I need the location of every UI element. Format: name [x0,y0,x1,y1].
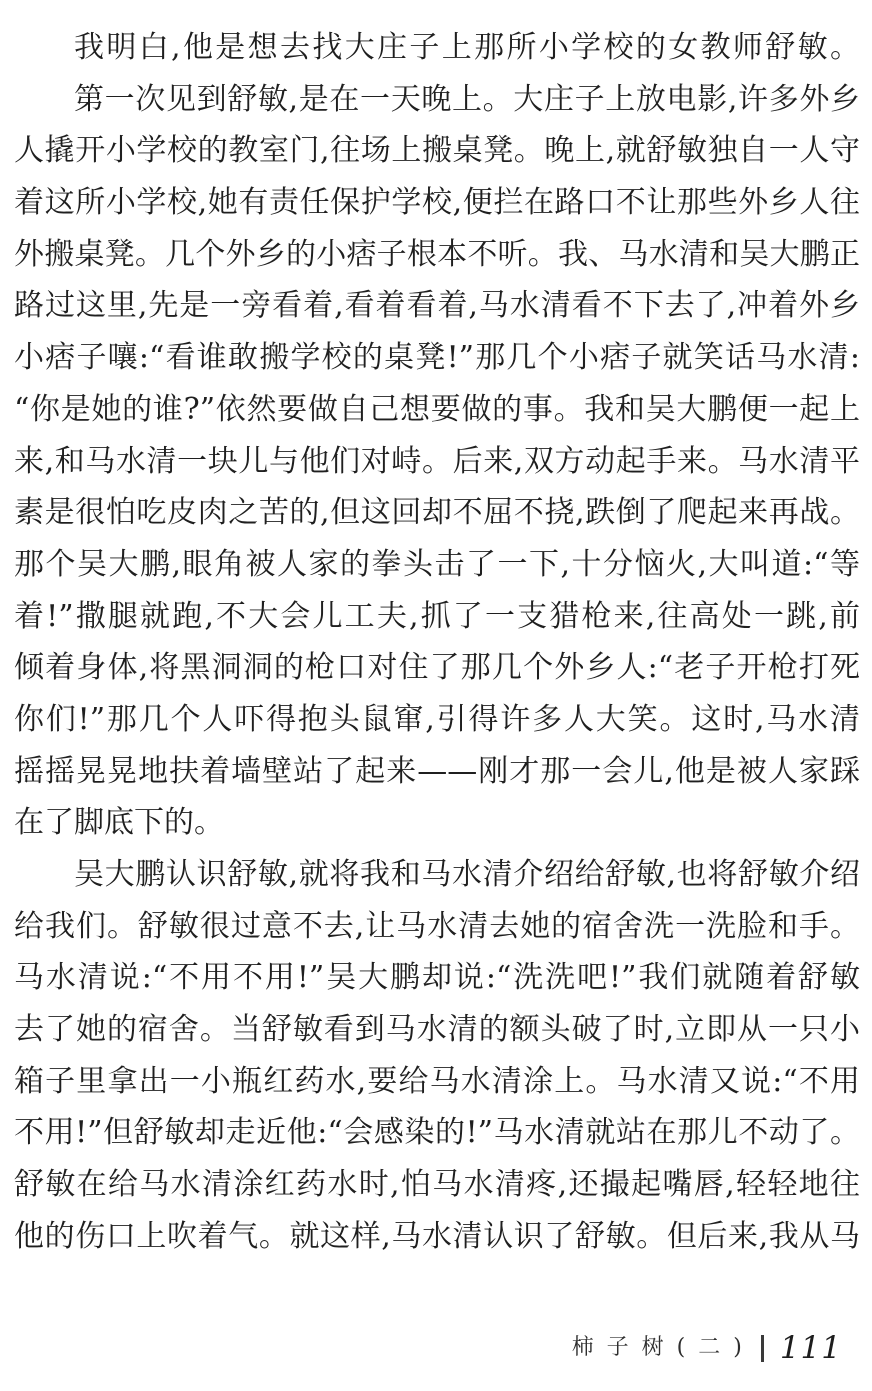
text-line: 吴大鹏认识舒敏,就将我和马水清介绍给舒敏,也将舒敏介绍 [74,857,860,892]
text-line: 着!”撒腿就跑,不大会儿工夫,抓了一支猎枪来,往高处一跳,前 [14,598,860,634]
text-line: 第一次见到舒敏,是在一天晚上。大庄子上放电影,许多外乡 [74,81,860,117]
text-line: 摇摇晃晃地扶着墙壁站了起来——刚才那一会儿,他是被人家踩 [14,753,860,789]
text-line: 我明白,他是想去找大庄子上那所小学校的女教师舒敏。 [74,30,860,65]
text-line: 人撬开小学校的教室门,往场上搬桌凳。晚上,就舒敏独自一人守 [14,133,860,169]
text-line: 箱子里拿出一小瓶红药水,要给马水清涂上。马水清又说:“不用 [14,1063,860,1099]
text-line: 倾着身体,将黑洞洞的枪口对住了那几个外乡人:“老子开枪打死 [14,650,860,686]
chapter-title: 柿子树(二) [571,1335,755,1360]
page-footer [572,1330,842,1366]
text-line: 你们!”那几个人吓得抱头鼠窜,引得许多人大笑。这时,马水清 [14,701,860,737]
text-line: 给我们。舒敏很过意不去,让马水清去她的宿舍洗一洗脸和手。 [14,908,860,944]
text-line: 不用!”但舒敏却走近他:“会感染的!”马水清就站在那儿不动了。 [14,1115,860,1151]
footer-separator-bar [761,1335,764,1362]
text-line: 舒敏在给马水清涂红药水时,怕马水清疼,还撮起嘴唇,轻轻地往 [14,1167,860,1203]
text-line: 去了她的宿舍。当舒敏看到马水清的额头破了时,立即从一只小 [14,1012,860,1048]
text-line: 着这所小学校,她有责任保护学校,便拦在路口不让那些外乡人往 [14,185,860,221]
body-text [14,22,860,1263]
text-line: 路过这里,先是一旁看着,看着看着,马水清看不下去了,冲着外乡 [14,288,860,324]
text-line: 那个吴大鹏,眼角被人家的拳头击了一下,十分恼火,大叫道:“等 [14,546,860,582]
text-line: 外搬桌凳。几个外乡的小痞子根本不听。我、马水清和吴大鹏正 [14,236,860,272]
text-line: 在了脚底下的。 [14,805,224,841]
text-line: 小痞子嚷:“看谁敢搬学校的桌凳!”那几个小痞子就笑话马水清: [14,340,860,376]
text-line: 来,和马水清一块儿与他们对峙。后来,双方动起手来。马水清平 [14,443,860,479]
text-line: 他的伤口上吹着气。就这样,马水清认识了舒敏。但后来,我从马 [14,1218,860,1254]
text-line: 马水清说:“不用不用!”吴大鹏却说:“洗洗吧!”我们就随着舒敏 [14,960,860,996]
text-line: “你是她的谁?”依然要做自己想要做的事。我和吴大鹏便一起上 [14,391,860,427]
text-line: 素是很怕吃皮肉之苦的,但这回却不屈不挠,跌倒了爬起来再战。 [14,495,860,531]
page-number: 111 [779,1330,842,1366]
